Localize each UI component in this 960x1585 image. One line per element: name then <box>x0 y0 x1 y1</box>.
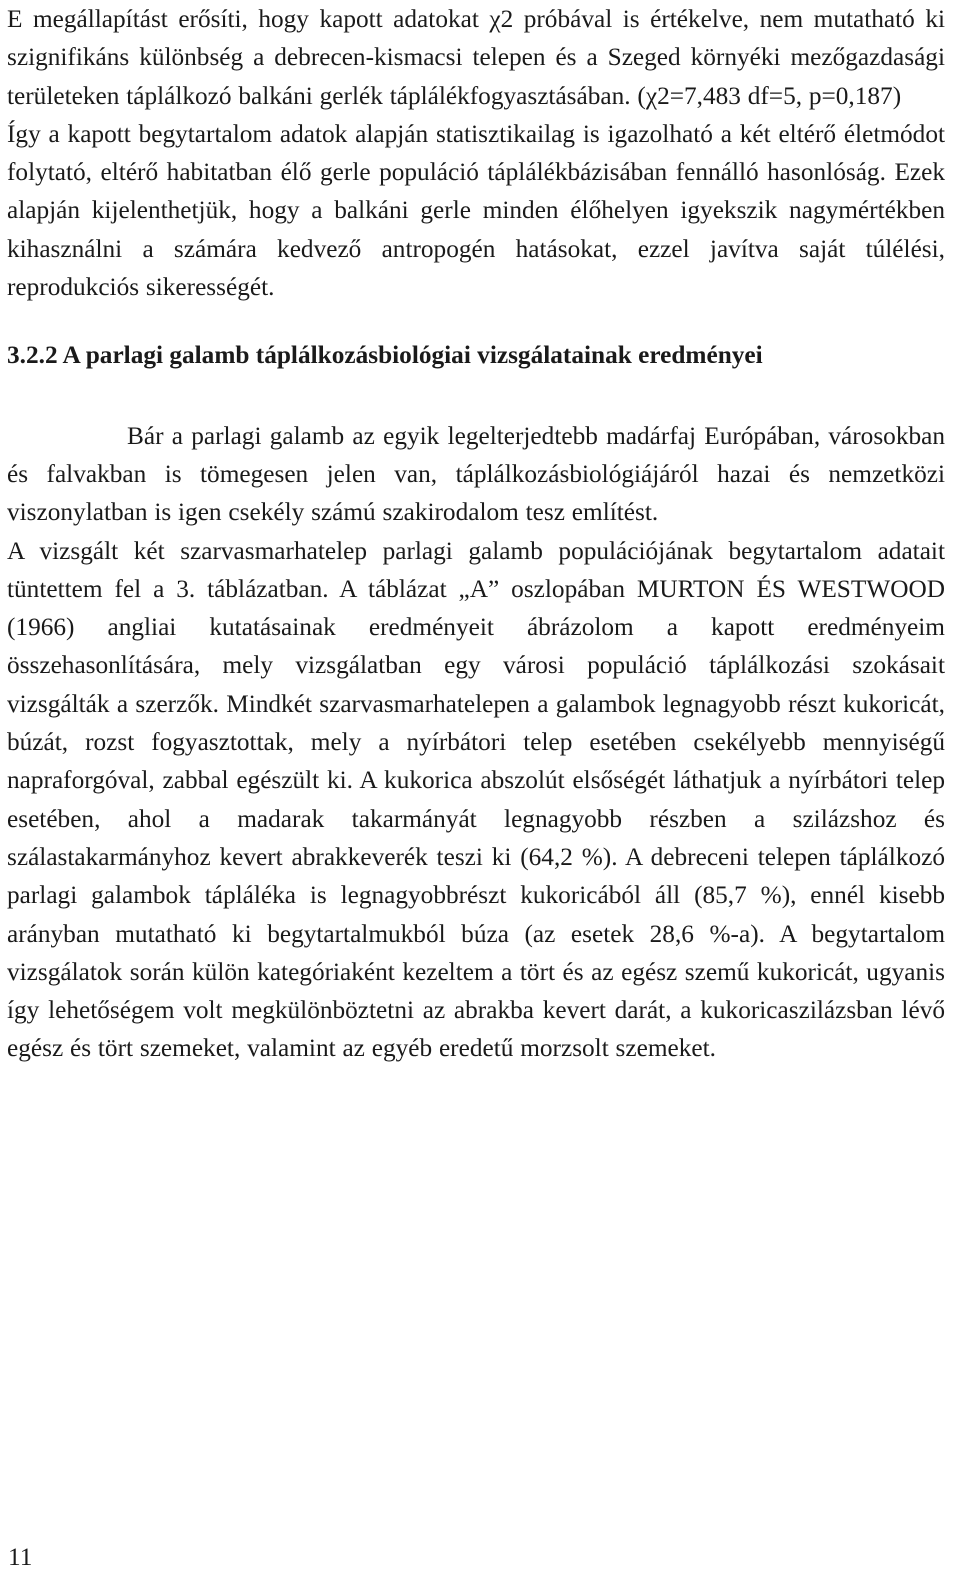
page-number: 11 <box>8 1543 33 1571</box>
document-page <box>7 0 945 1068</box>
section-heading <box>7 336 945 374</box>
section-number: 3.2.2 <box>7 341 58 370</box>
paragraph-crop-content-conclusion: Így a kapott begytartalom adatok alapján statisztikailag is igazolható a két eltérő életmódot folytató, eltérő habitatban élő gerle populáció táplálékbázisában fennálló hasonlóság. Ezek alapján kijelenthetjük, hogy a balkáni gerle minden élőhelyen igyekszik nagymértékben kihasználni a számára kedvező antropogén hatásokat, ezzel javítva saját túlélési, reprodukciós sikerességét. <box>7 119 945 302</box>
section-title: A parlagi galamb táplálkozásbiológiai vizsgálatainak eredményei <box>62 341 763 370</box>
paragraph-cattle-farm-results: A vizsgált két szarvasmarhatelep parlagi galamb populációjának begytartalom adatait tüntettem fel a 3. táblázatban. A táblázat „A” oszlopában MURTON ÉS WESTWOOD (1966) angliai kutatásainak eredményeit ábrázolom a kapott eredményeim összehasonlítására, mely vizsgálatban egy városi populáció táplálkozási szokásait vizsgálták a szerzők. Mindkét szarvasmarhatelepen a galambok legnagyobb részt kukoricát, búzát, rozst fogyasztottak, mely a nyírbátori telep esetében csekélyebb mennyiségű napraforgóval, zabbal egészült ki. A kukorica abszolút elsőségét láthatjuk a nyírbátori telep esetében, ahol a madarak takarmányát legnagyobb részben a szilázshoz és szálastakarmányhoz kevert abrakkeverék teszi ki (64,2 %). A debreceni telepen táplálkozó parlagi galambok tápláléka is legnagyobbrészt kukoricából áll (85,7 %), ennél kisebb arányban mutatható ki begytartalmukból búza (az esetek 28,6 %-a). A begytartalom vizsgálatok során külön kategóriaként kezeltem a tört és az egész szemű kukoricát, ugyanis így lehetőségem volt megkülönböztetni az abrakba kevert darát, a kukoricaszilázsban lévő egész és tört szemeket, valamint az egyéb eredetű morzsolt szemeket. <box>7 536 945 1063</box>
paragraph-chi-square-result: E megállapítást erősíti, hogy kapott adatokat χ2 próbával is értékelve, nem mutatható ki szignifikáns különbség a debrecen-kismacsi telepen és a Szeged környéki mezőgazdasági területeken táplálkozó balkáni gerlék táplálékfogyasztásában. (χ2=7,483 df=5, p=0,187) <box>7 5 945 110</box>
paragraph-feral-pigeon-intro: Bár a parlagi galamb az egyik legelterjedtebb madárfaj Európában, városokban és falvakban is tömegesen jelen van, táplálkozásbiológiájáról hazai és nemzetközi viszonylatban is igen csekély számú szakirodalom tesz említést. <box>7 421 945 527</box>
